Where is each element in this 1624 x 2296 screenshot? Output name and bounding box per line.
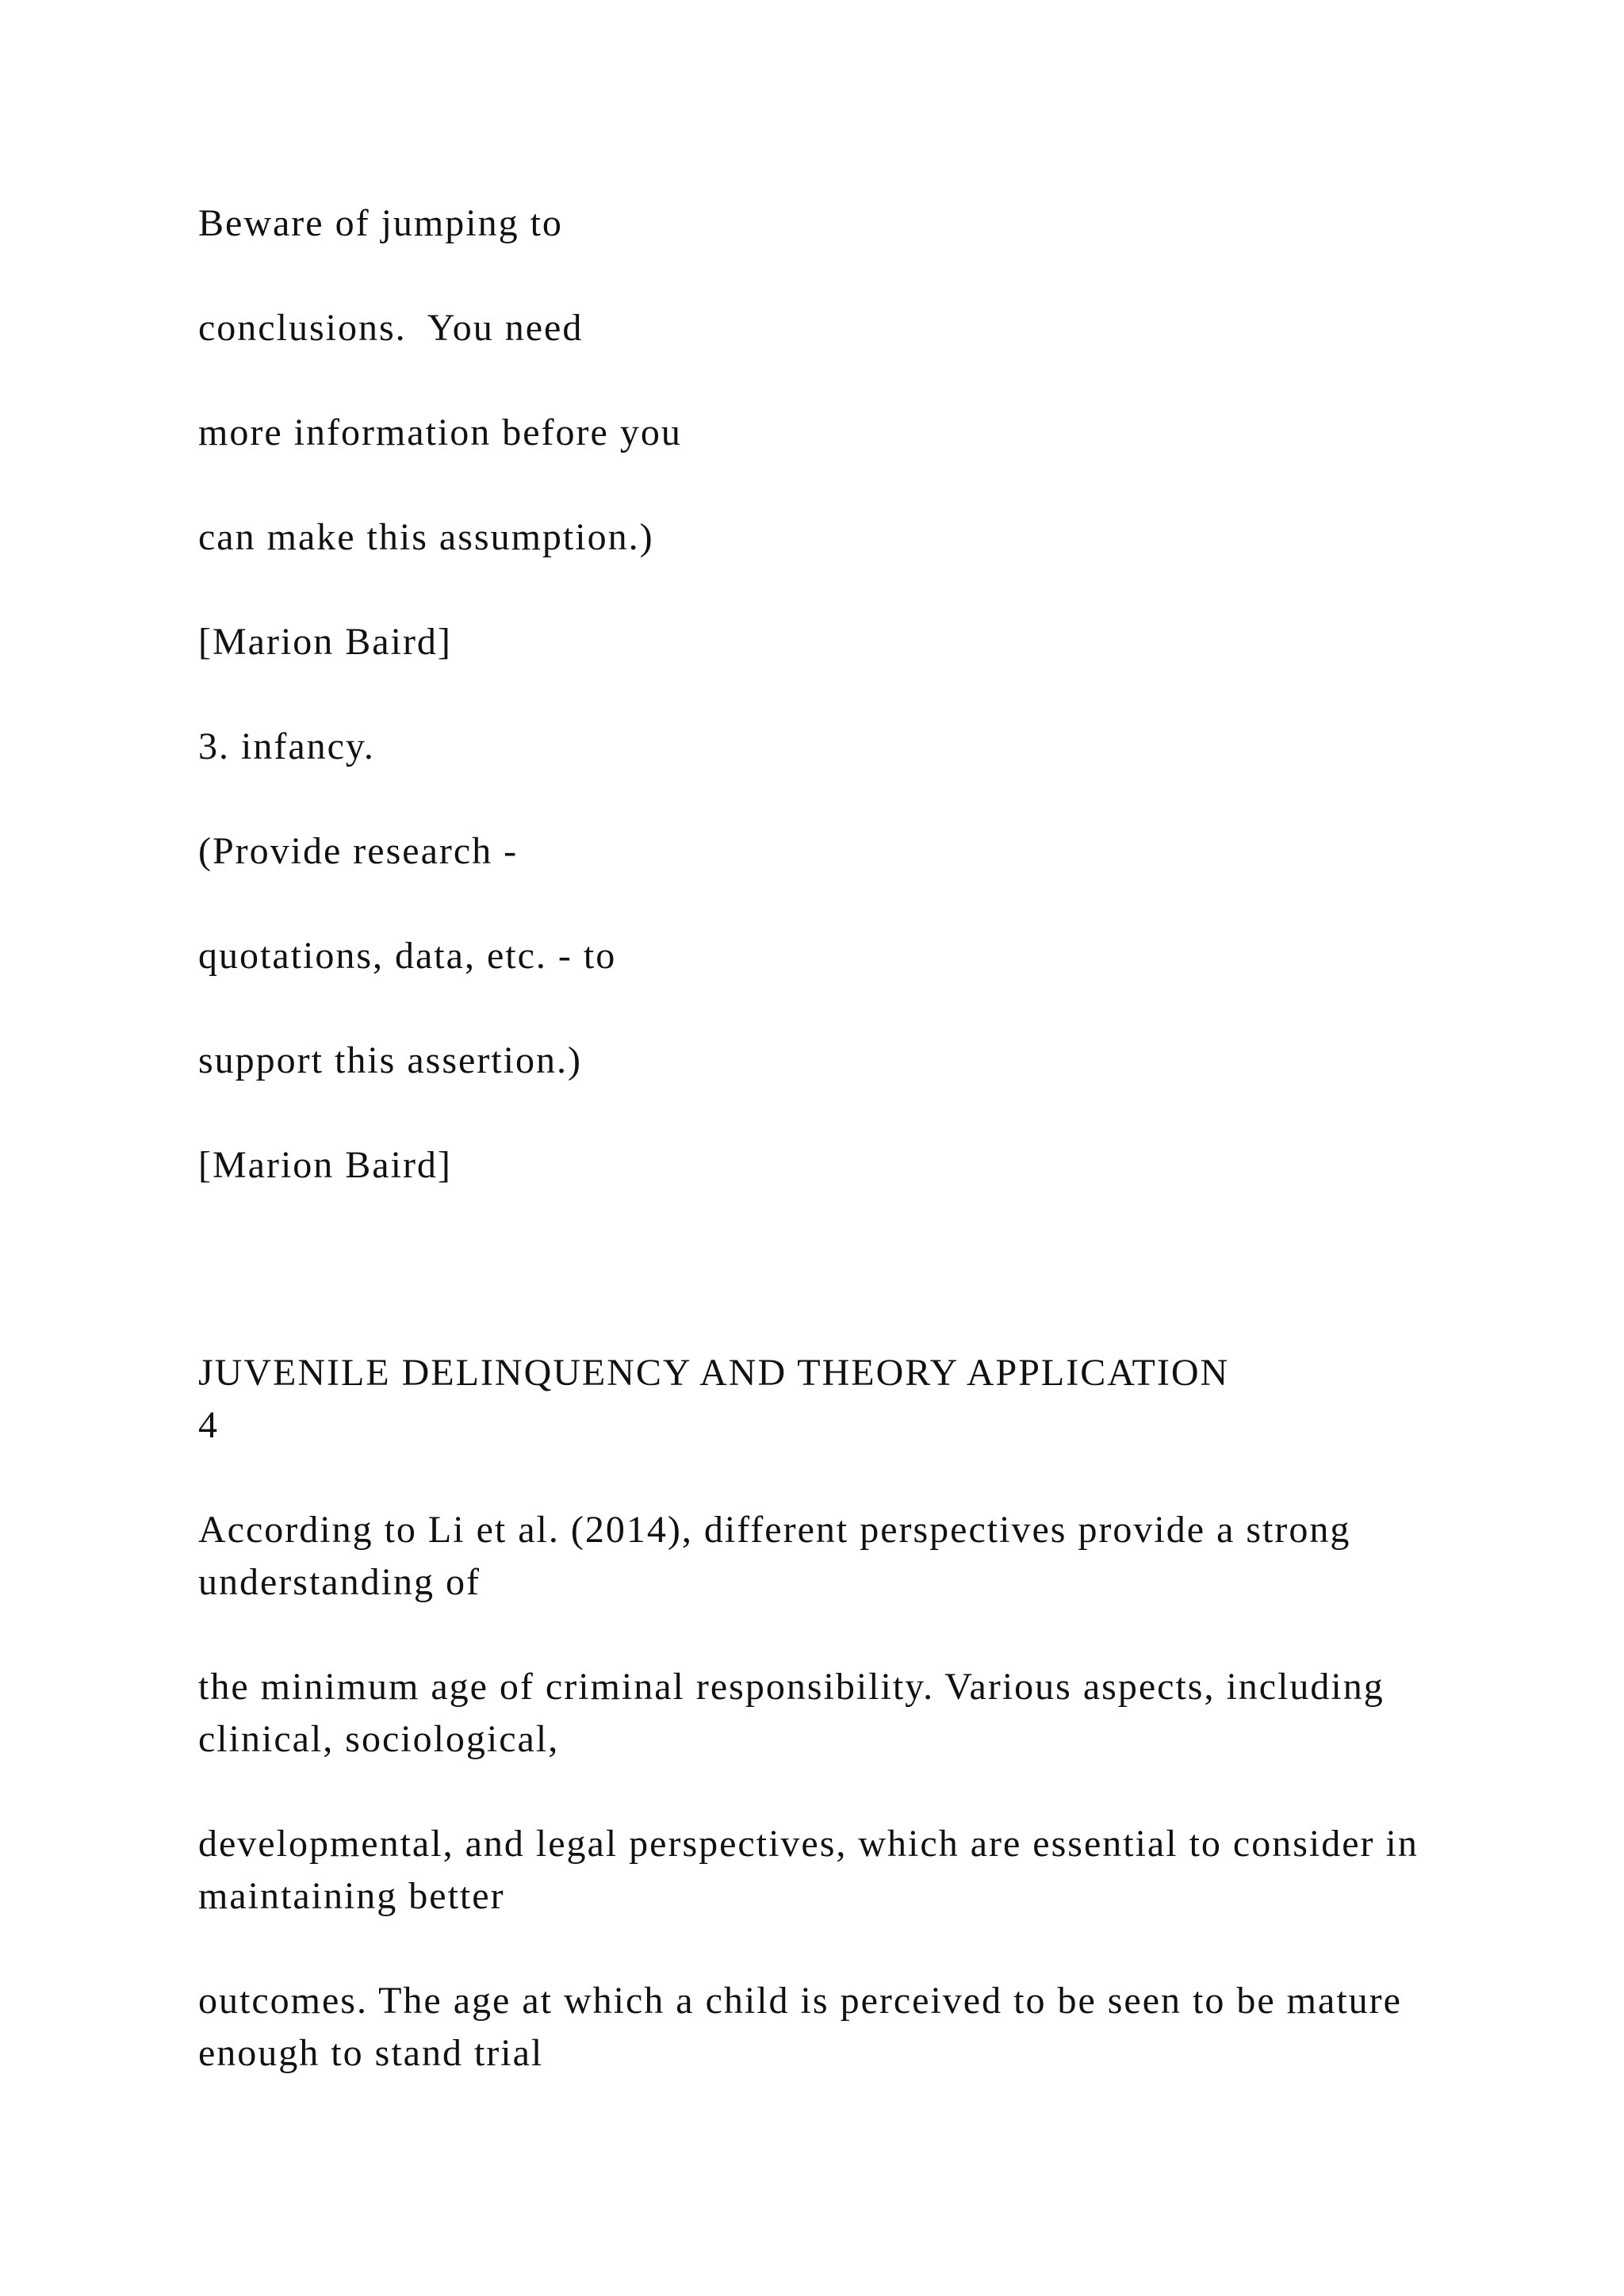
running-header-title: JUVENILE DELINQUENCY AND THEORY APPLICATION bbox=[198, 1352, 1230, 1394]
page-number: 4 bbox=[198, 1404, 219, 1446]
comment-line: can make this assumption.) bbox=[198, 516, 654, 558]
comment-author: [Marion Baird] bbox=[198, 621, 452, 663]
comment-line: support this assertion.) bbox=[198, 1039, 582, 1081]
comment-line: (Provide research - bbox=[198, 830, 519, 872]
comment-line: quotations, data, etc. - to bbox=[198, 935, 617, 977]
comment-author: [Marion Baird] bbox=[198, 1144, 452, 1186]
body-paragraph: the minimum age of criminal responsibility. Various aspects, including clinical, sociological, bbox=[198, 1666, 1385, 1760]
comment-line: 3. infancy. bbox=[198, 725, 375, 767]
body-paragraph: outcomes. The age at which a child is perceived to be seen to be mature enough to stand trial bbox=[198, 1980, 1402, 2074]
comment-line: more information before you bbox=[198, 411, 682, 453]
comment-line: conclusions. You need bbox=[198, 307, 584, 349]
body-paragraph: According to Li et al. (2014), different perspectives provide a strong understanding of bbox=[198, 1509, 1351, 1603]
body-paragraph: developmental, and legal perspectives, which are essential to consider in maintaining better bbox=[198, 1823, 1419, 1917]
comment-line: Beware of jumping to bbox=[198, 202, 563, 244]
